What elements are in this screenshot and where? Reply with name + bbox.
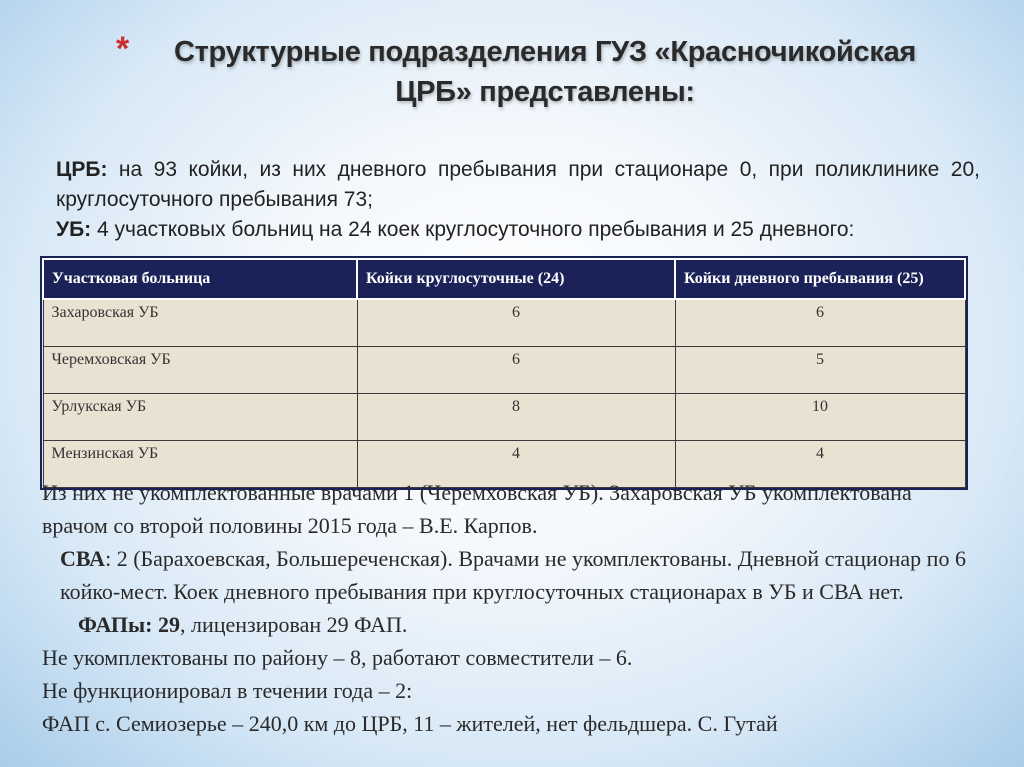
day-beds: 5	[675, 347, 965, 394]
intro-text	[56, 155, 980, 245]
fap-semiozerye-paragraph: ФАП с. Семиозерье – 240,0 км до ЦРБ, 11 – жителей, нет фельдшера. С. Гутай	[42, 711, 778, 736]
day-beds: 4	[675, 441, 965, 488]
page-title	[150, 32, 940, 112]
table-row	[43, 347, 965, 394]
hospital-name: Мензинская УБ	[43, 441, 357, 488]
round-clock-beds: 6	[357, 347, 675, 394]
ub-label: УБ:	[56, 218, 92, 241]
hospital-table-wrapper	[42, 258, 966, 488]
hospital-name: Урлукская УБ	[43, 394, 357, 441]
body-text	[42, 476, 982, 740]
fap-paragraph	[42, 608, 982, 641]
hospital-name: Черемховская УБ	[43, 347, 357, 394]
hospital-name: Захаровская УБ	[43, 299, 357, 347]
title-line-2: ЦРБ» представлены:	[395, 76, 695, 108]
sva-label: СВА	[60, 546, 106, 571]
col-header-day-beds: Койки дневного пребывания (25)	[675, 259, 965, 299]
crb-label: ЦРБ:	[56, 158, 108, 181]
sva-text: : 2 (Барахоевская, Большереченская). Врачами не укомплектованы. Дневной стационар по 6 койко-мест. Коек дневного пребывания при круглосуточных стационарах в УБ и СВА нет.	[60, 546, 966, 604]
round-clock-beds: 6	[357, 299, 675, 347]
table-row	[43, 394, 965, 441]
fap-text: , лицензирован 29 ФАП.	[179, 612, 408, 637]
title-line-1: Структурные подразделения ГУЗ «Красночикойская	[173, 36, 917, 68]
sva-paragraph	[42, 542, 982, 608]
crb-text: на 93 койки, из них дневного пребывания при стационаре 0, при поликлинике 20, круглосуточного пребывания 73;	[56, 158, 980, 211]
round-clock-beds: 8	[357, 394, 675, 441]
col-header-hospital: Участковая больница	[43, 259, 357, 299]
hospital-table	[42, 258, 966, 488]
understaffed-paragraph: Не укомплектованы по району – 8, работают совместители – 6.	[42, 645, 633, 670]
ub-text: 4 участковых больниц на 24 коек круглосуточного пребывания и 25 дневного:	[91, 218, 855, 241]
title-bullet: *	[116, 30, 130, 68]
ub-paragraph	[56, 215, 980, 245]
round-clock-beds: 4	[357, 441, 675, 488]
day-beds: 10	[675, 394, 965, 441]
table-row	[43, 299, 965, 347]
staffing-paragraph: Из них не укомплектованные врачами 1 (Черемховская УБ). Захаровская УБ укомплектована врачом со второй половины 2015 года – В.Е. Карпов.	[42, 480, 912, 538]
non-functioning-paragraph: Не функционировал в течении года – 2:	[42, 678, 413, 703]
crb-paragraph	[56, 155, 980, 215]
table-header-row	[43, 259, 965, 299]
fap-label: ФАПы: 29	[78, 612, 180, 637]
day-beds: 6	[675, 299, 965, 347]
col-header-round-clock-beds: Койки круглосуточные (24)	[357, 259, 675, 299]
